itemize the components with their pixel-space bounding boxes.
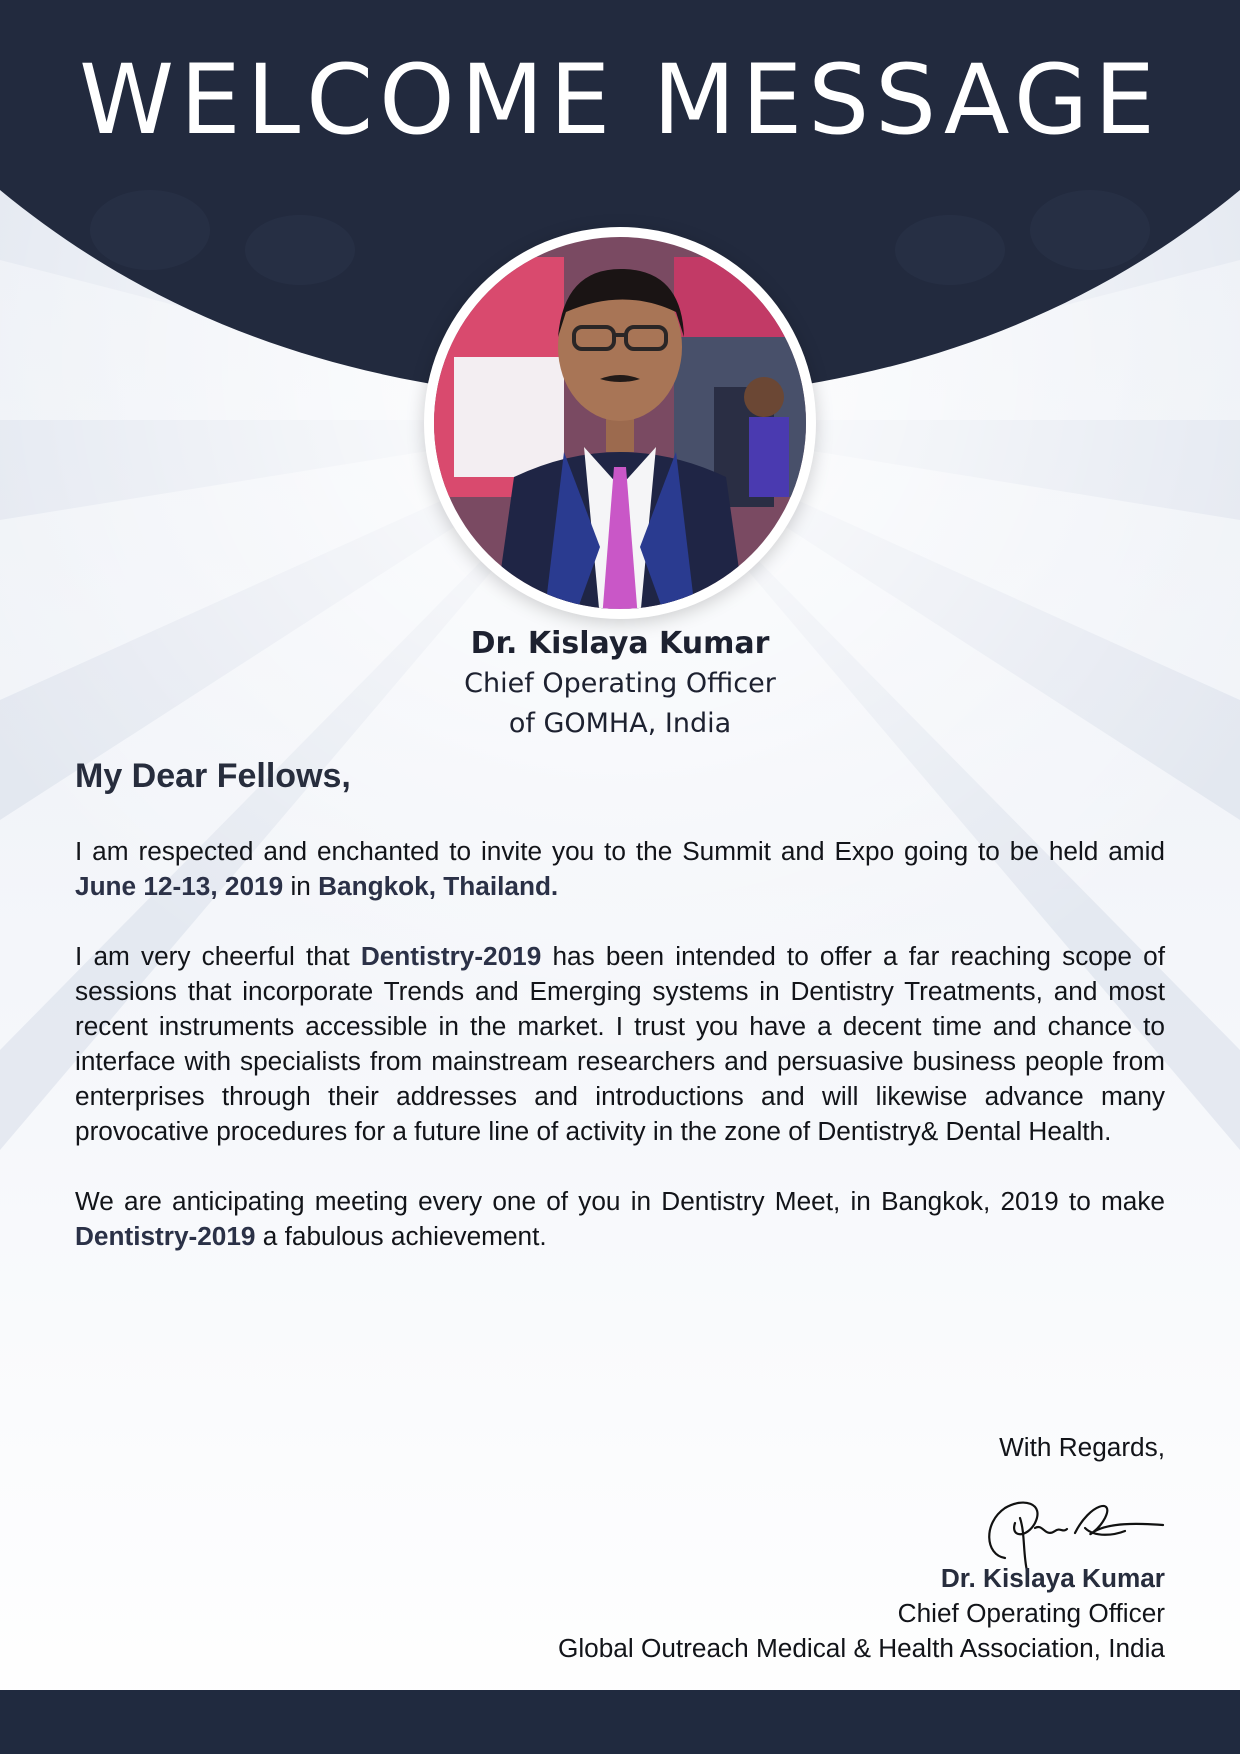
letter-body <box>75 756 1165 1289</box>
portrait-icon <box>424 227 816 619</box>
speaker-portrait <box>424 227 816 619</box>
event-name: Dentistry-2019 <box>75 1221 256 1251</box>
text: a fabulous achievement. <box>255 1221 547 1251</box>
event-name: Dentistry-2019 <box>360 941 542 971</box>
speaker-organization: of GOMHA, India <box>508 708 732 739</box>
signature-icon <box>965 1483 1165 1573</box>
signoff-block <box>558 1430 1165 1666</box>
paragraph-closing <box>75 1184 1165 1254</box>
speaker-name: Dr. Kislaya Kumar <box>470 626 770 661</box>
regards: With Regards, <box>999 1432 1165 1462</box>
event-place: Bangkok, Thailand. <box>318 871 559 901</box>
speaker-role: Chief Operating Officer <box>464 668 776 699</box>
paragraph-description <box>75 939 1165 1149</box>
speaker-info <box>0 624 1240 744</box>
signatory-name: Dr. Kislaya Kumar <box>940 1563 1165 1593</box>
text: We are anticipating meeting every one of you in Dentistry Meet, in Bangkok, 2019 to make <box>75 1186 1165 1216</box>
text: I am respected and enchanted to invite you to the Summit and Expo going to be held amid <box>75 836 1165 866</box>
event-date: June 12-13, 2019 <box>75 871 284 901</box>
text: I am very cheerful that <box>75 941 361 971</box>
footer-bar <box>0 1690 1240 1754</box>
signatory-organization: Global Outreach Medical & Health Association, India <box>557 1633 1165 1663</box>
greeting: My Dear Fellows, <box>75 757 351 795</box>
text: in <box>283 871 319 901</box>
paragraph-invitation <box>75 834 1165 904</box>
page-title: WELCOME MESSAGE <box>79 44 1161 156</box>
text: has been intended to offer a far reaching scope of sessions that incorporate Trends and Emerging systems in Dentistry Treatments, and most recent instruments accessible in the market. I trust you have a decent time and chance to interface with specialists from mainstream researchers and persuasive business people from enterprises through their addresses and introductions and will likewise advance many provocative procedures for a future line of activity in the zone of Dentistry& Dental Health. <box>75 941 1165 1146</box>
signatory-title: Chief Operating Officer <box>897 1598 1165 1628</box>
